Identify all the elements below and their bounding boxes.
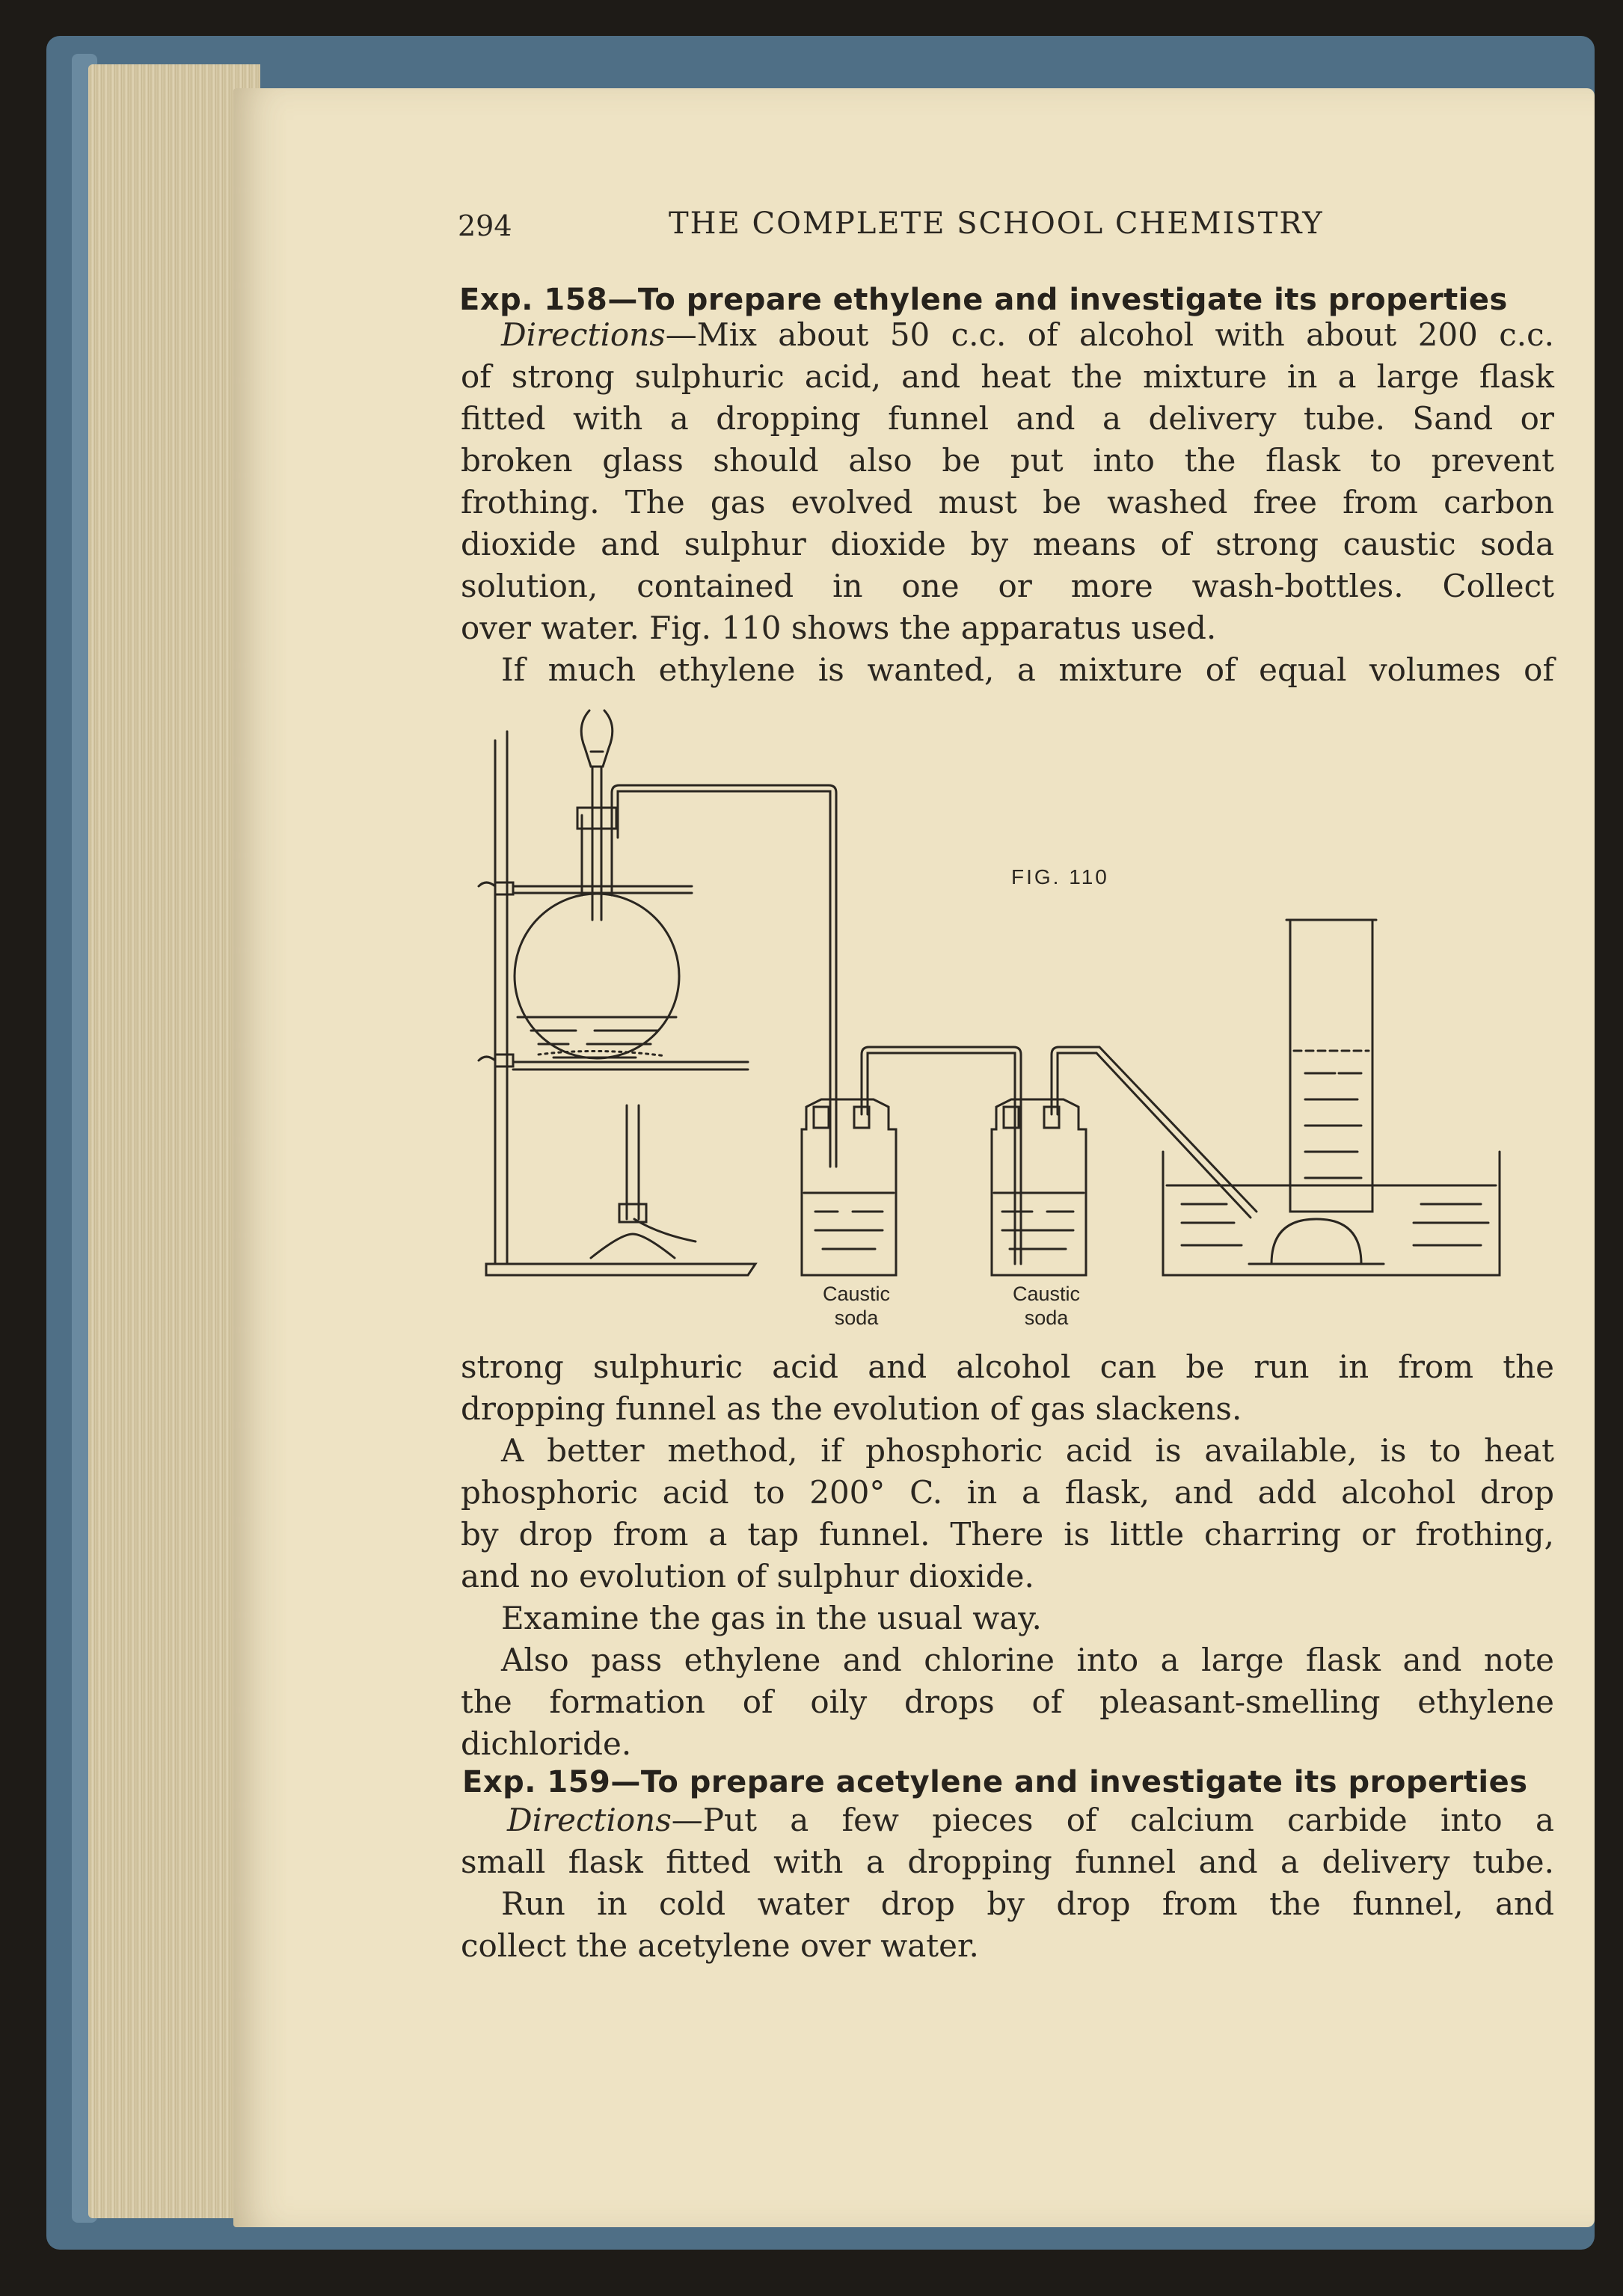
wash-bottle-2-stopper-a bbox=[1004, 1107, 1019, 1128]
caption-bottle-1-line2: soda bbox=[834, 1307, 879, 1329]
caption-bottle-1 bbox=[782, 1282, 931, 1330]
upper-clamp-screw bbox=[479, 883, 495, 886]
caption-bottle-2-line1: Caustic bbox=[1012, 1283, 1081, 1305]
exp158-line-1-text: —Mix about 50 c.c. of alcohol with about 200 c.c. bbox=[665, 316, 1554, 353]
pneumatic-trough bbox=[1163, 1152, 1500, 1275]
connecting-tube-1 bbox=[862, 1047, 1021, 1264]
flask-stopper bbox=[577, 808, 616, 829]
directions-label-159: Directions bbox=[507, 1802, 672, 1838]
exp159-line-1 bbox=[507, 1799, 1554, 1841]
beehive-shelf bbox=[1271, 1219, 1361, 1264]
exp158-line-5: frothing. The gas evolved must be washed free from carbon bbox=[461, 484, 1554, 521]
exp158-line-15: and no evolution of sulphur dioxide. bbox=[461, 1558, 1034, 1594]
caption-bottle-2 bbox=[972, 1282, 1121, 1330]
apparatus-figure bbox=[464, 696, 1511, 1331]
exp158-line-13: phosphoric acid to 200° C. in a flask, and add alcohol drop bbox=[461, 1474, 1554, 1511]
exp158-line-1 bbox=[501, 314, 1554, 356]
exp158-line-7: solution, contained in one or more wash-bottles. Collect bbox=[461, 568, 1554, 604]
burner-collar bbox=[619, 1204, 646, 1222]
exp158-line-6: dioxide and sulphur dioxide by means of strong caustic soda bbox=[461, 526, 1554, 562]
exp158-line-18: the formation of oily drops of pleasant-smelling ethylene bbox=[461, 1683, 1554, 1720]
exp158-line-16: Examine the gas in the usual way. bbox=[501, 1600, 1042, 1636]
running-head: THE COMPLETE SCHOOL CHEMISTRY bbox=[669, 206, 1324, 241]
figure-label: FIG. 110 bbox=[1011, 865, 1109, 888]
burner-base bbox=[591, 1234, 675, 1258]
lower-clamp-boss bbox=[495, 1055, 513, 1066]
exp158-line-11: dropping funnel as the evolution of gas slackens. bbox=[461, 1390, 1242, 1427]
exp159-line-4: collect the acetylene over water. bbox=[461, 1927, 979, 1964]
directions-label: Directions bbox=[501, 316, 666, 353]
exp158-heading: Exp. 158—To prepare ethylene and investigate its properties bbox=[459, 283, 1508, 317]
lower-clamp-screw bbox=[479, 1057, 495, 1060]
exp158-line-3: fitted with a dropping funnel and a delivery tube. Sand or bbox=[461, 400, 1554, 437]
wash-bottle-1-stopper-a bbox=[814, 1107, 829, 1128]
exp158-line-10: strong sulphuric acid and alcohol can be run in from the bbox=[461, 1348, 1554, 1385]
exp158-line-19: dichloride. bbox=[461, 1725, 632, 1762]
exp159-line-3: Run in cold water drop by drop from the funnel, and bbox=[501, 1885, 1554, 1922]
caption-bottle-2-line2: soda bbox=[1024, 1307, 1069, 1329]
exp158-line-8: over water. Fig. 110 shows the apparatus used. bbox=[461, 610, 1217, 646]
exp158-line-9: If much ethylene is wanted, a mixture of equal volumes of bbox=[501, 651, 1554, 688]
gas-jar bbox=[1290, 920, 1372, 1212]
page-number: 294 bbox=[458, 209, 512, 242]
delivery-tube-1 bbox=[612, 785, 836, 1167]
gauze bbox=[539, 1051, 666, 1056]
exp158-line-2: of strong sulphuric acid, and heat the mixture in a large flask bbox=[461, 358, 1554, 395]
exp158-line-12: A better method, if phosphoric acid is available, is to heat bbox=[501, 1432, 1554, 1469]
exp158-line-17: Also pass ethylene and chlorine into a large flask and note bbox=[501, 1642, 1554, 1678]
flask-bulb bbox=[515, 894, 679, 1058]
exp159-line-1-text: —Put a few pieces of calcium carbide into a bbox=[671, 1802, 1554, 1838]
exp159-heading: Exp. 159—To prepare acetylene and investigate its properties bbox=[462, 1765, 1528, 1799]
exp158-line-4: broken glass should also be put into the flask to prevent bbox=[461, 442, 1554, 479]
upper-clamp-boss bbox=[495, 883, 513, 894]
exp158-line-14: by drop from a tap funnel. There is little charring or frothing, bbox=[461, 1516, 1554, 1553]
dropping-funnel bbox=[581, 710, 613, 767]
stand-base bbox=[486, 1264, 755, 1275]
exp159-line-2: small flask fitted with a dropping funnel and a delivery tube. bbox=[461, 1844, 1554, 1880]
caption-bottle-1-line1: Caustic bbox=[822, 1283, 891, 1305]
